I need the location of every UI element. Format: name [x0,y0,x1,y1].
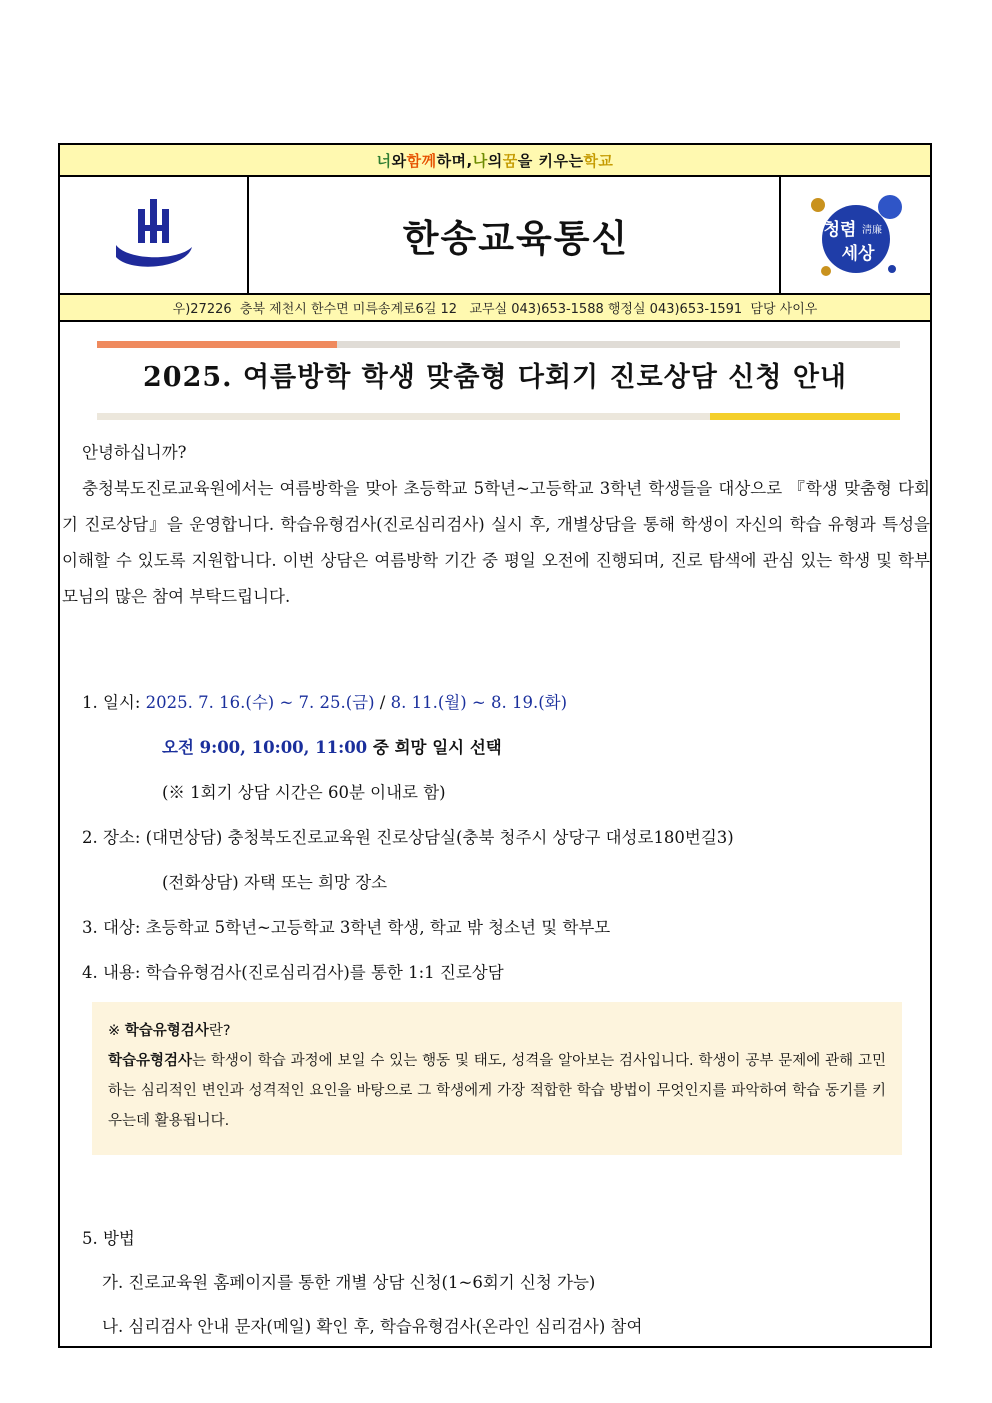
motto-part: 학교 [583,151,614,170]
note-prefix: ※ [108,1023,125,1039]
item-label: 1. 일시: [82,693,146,712]
motto-part: 꿈 [502,151,518,170]
newsletter-frame [58,143,932,1348]
newsletter-title: 한송교육통신 [402,217,630,260]
list-item-content: 4. 내용: 학습유형검사(진로심리검사)를 통한 1:1 진로상담 [82,963,504,982]
school-address: 우)27226 충북 제천시 한수면 미륵송계로6길 12 교무실 043)653-1588 행정실 043)653-1591 담당 사이우 [60,295,930,322]
list-item-place [82,822,932,867]
schedule-note: (※ 1회기 상담 시간은 60분 이내로 함) [162,783,446,802]
intro-paragraph: 충청북도진로교육원에서는 여름방학을 맞아 초등학교 5학년~고등학교 3학년 학생들을 대상으로 『학생 맞춤형 다회기 진로상담』을 운영합니다. 학습유형검사(진로심리검사) 실시 후, 개별상담을 통해 학생이 자신의 학습 유형과 특성을 이해할 수 있도록 지원합니다. 이번 상담은 여름방학 기간 중 평일 오전에 진행되며, 진로 탐색에 관심 있는 학생 및 학부모님의 많은 참여 부탁드립니다. [62,479,930,606]
schedule-times: 오전 9:00, 10:00, 11:00 [162,738,368,757]
list-item-target: 3. 대상: 초등학교 5학년~고등학교 3학년 학생, 학교 밖 청소년 및 학부모 [82,918,611,937]
emblem-text: 세상 [841,244,874,264]
motto-part: 와 [391,151,407,170]
motto-part: 너 [376,151,392,170]
motto-part: 을 키우는 [517,151,584,170]
document-title: 2025. 여름방학 학생 맞춤형 다회기 진로상담 신청 안내 [143,362,847,393]
list-item-schedule [82,687,932,732]
integrity-emblem-icon [806,187,906,283]
list-item-times [82,732,932,777]
note-heading-rest: 란? [208,1023,231,1039]
emblem-text: 청렴 [823,220,856,240]
title-rule-bottom [97,413,900,420]
method-step: 가. 진로교육원 홈페이지를 통한 개별 상담 신청(1~6회기 신청 가능) [102,1273,596,1292]
school-logo [60,177,249,293]
place-alt: (전화상담) 자택 또는 희망 장소 [162,873,388,892]
note-term: 학습유형검사 [108,1053,193,1069]
separator: / [374,693,391,712]
motto-part: 하며, [436,151,473,170]
motto-part: 의 [487,151,503,170]
method-section [82,1223,932,1355]
emblem-text: 淸廉 [861,225,882,236]
motto-part: 나 [472,151,488,170]
note-heading [108,1016,886,1046]
note-term: 학습유형검사 [124,1023,209,1039]
note-box [92,1002,902,1155]
list-item-method: 5. 방법 [82,1229,135,1248]
title-rule-top [97,341,900,348]
header-row [60,177,930,295]
item-label: 2. 장소: [82,828,146,847]
note-body [108,1046,886,1136]
detail-list [82,687,932,1002]
school-logo-icon [108,195,200,275]
method-step: 나. 심리검사 안내 문자(메일) 확인 후, 학습유형검사(온라인 심리검사) 참여 [102,1317,643,1336]
schedule-times-suffix: 중 희망 일시 선택 [367,738,502,757]
greeting: 안녕하십니까? [82,443,187,462]
place-text: (대면상담) 충청북도진로교육원 진로상담실(충북 청주시 상당구 대성로180번길3) [145,828,734,847]
intro-section [62,435,930,615]
integrity-emblem [779,177,930,293]
note-body-text: 는 학생이 학습 과정에 보일 수 있는 행동 및 태도, 성격을 알아보는 검사입니다. 학생이 공부 문제에 관해 고민하는 심리적인 변인과 성격적인 요인을 바탕으로 그 학생에게 가장 적합한 학습 방법이 무엇인지를 파악하여 학습 동기를 키우는데 활용됩니다. [108,1053,886,1129]
schedule-dates: 8. 11.(월) ~ 8. 19.(화) [390,693,568,712]
school-motto [60,145,930,177]
motto-part: 함께 [406,151,437,170]
schedule-dates: 2025. 7. 16.(수) ~ 7. 25.(금) [145,693,375,712]
